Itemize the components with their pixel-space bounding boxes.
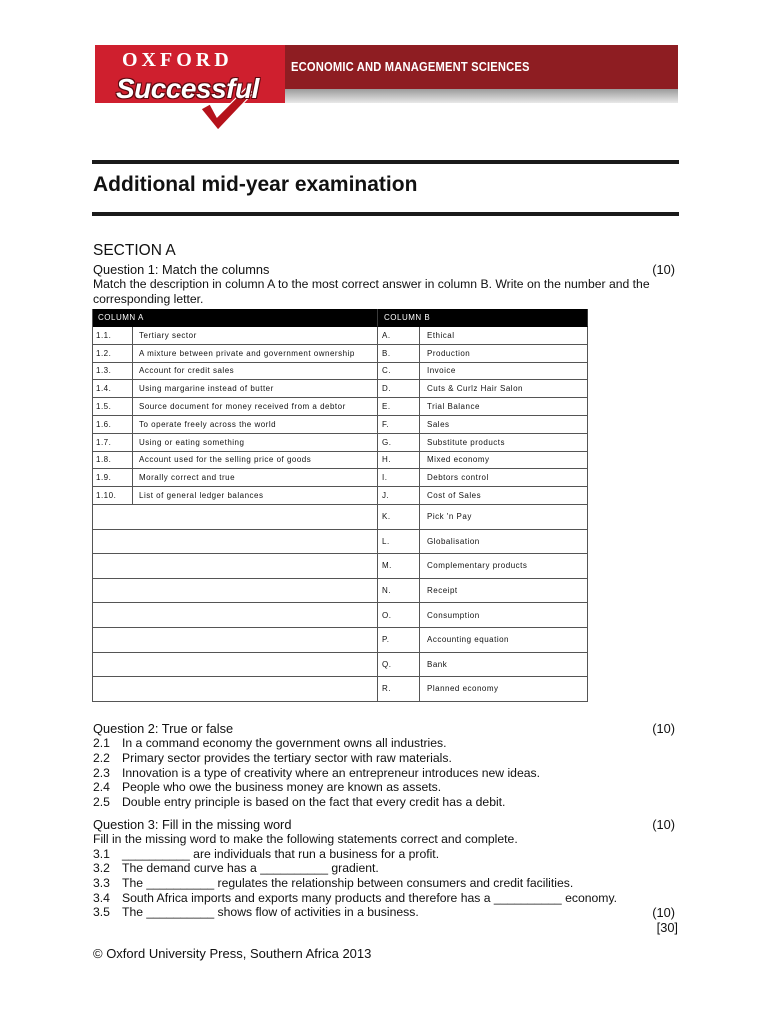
column-a-header: COLUMN A (93, 309, 378, 327)
column-b-answer: Consumption (420, 603, 588, 628)
column-b-letter: R. (378, 677, 420, 702)
item-text: Double entry principle is based on the fact that every credit has a debit. (122, 795, 506, 809)
page-title: Additional mid-year examination (93, 173, 418, 196)
question-2-item (93, 751, 452, 766)
column-a-description: Tertiary sector (133, 327, 378, 345)
top-rule (92, 160, 679, 164)
question-1-marks: (10) (652, 262, 675, 277)
column-b-answer: Sales (420, 416, 588, 434)
column-a-number: 1.7. (93, 434, 133, 452)
item-number: 2.1 (93, 736, 110, 750)
match-columns-table (92, 309, 588, 702)
column-b-answer: Complementary products (420, 554, 588, 579)
question-2-heading: Question 2: True or false (93, 721, 234, 736)
column-a-description: Morally correct and true (133, 469, 378, 487)
column-a-description: To operate freely across the world (133, 416, 378, 434)
empty-cell (93, 653, 378, 678)
column-b-header: COLUMN B (378, 309, 588, 327)
item-text: South Africa imports and exports many products and therefore has a __________ economy. (122, 891, 618, 905)
column-a-number: 1.10. (93, 487, 133, 505)
banner-shade (285, 89, 678, 103)
question-3-item (93, 905, 419, 920)
column-b-answer: Globalisation (420, 530, 588, 555)
item-number: 2.4 (93, 780, 110, 794)
item-number: 3.3 (93, 876, 110, 890)
column-a-description: List of general ledger balances (133, 487, 378, 505)
item-text: People who owe the business money are known as assets. (122, 780, 442, 794)
column-b-answer: Trial Balance (420, 398, 588, 416)
column-a-description: Source document for money received from a debtor (133, 398, 378, 416)
column-b-letter: B. (378, 345, 420, 363)
section-heading: SECTION A (93, 242, 176, 259)
column-b-letter: L. (378, 530, 420, 555)
empty-cell (93, 603, 378, 628)
subject-title: ECONOMIC AND MANAGEMENT SCIENCES (291, 59, 530, 74)
question-3-item (93, 891, 617, 906)
question-1-instruction: Match the description in column A to the most correct answer in column B. Write on the number and the (93, 277, 650, 291)
column-b-answer: Ethical (420, 327, 588, 345)
copyright-footer: © Oxford University Press, Southern Africa 2013 (93, 946, 372, 961)
column-a-description: Using margarine instead of butter (133, 380, 378, 398)
question-3-item (93, 847, 439, 862)
section-total: [30] (656, 920, 678, 935)
item-text: The __________ regulates the relationship between consumers and credit facilities. (122, 876, 574, 890)
column-a-number: 1.8. (93, 452, 133, 470)
column-b-letter: Q. (378, 653, 420, 678)
column-b-answer: Receipt (420, 579, 588, 604)
brand-logo-text: OXFORD (122, 49, 233, 71)
column-a-number: 1.6. (93, 416, 133, 434)
column-a-description: A mixture between private and government ownership (133, 345, 378, 363)
column-b-letter: K. (378, 505, 420, 530)
column-b-answer: Substitute products (420, 434, 588, 452)
empty-cell (93, 554, 378, 579)
column-a-description: Account used for the selling price of goods (133, 452, 378, 470)
column-b-letter: P. (378, 628, 420, 653)
column-a-number: 1.5. (93, 398, 133, 416)
empty-cell (93, 628, 378, 653)
column-b-answer: Planned economy (420, 677, 588, 702)
column-a-number: 1.9. (93, 469, 133, 487)
question-1-heading: Question 1: Match the columns (93, 262, 270, 277)
item-text: Innovation is a type of creativity where an entrepreneur introduces new ideas. (122, 766, 540, 780)
question-3-item (93, 876, 573, 891)
item-text: In a command economy the government owns all industries. (122, 736, 447, 750)
item-text: The __________ shows flow of activities in a business. (122, 905, 419, 919)
item-number: 2.2 (93, 751, 110, 765)
column-b-letter: M. (378, 554, 420, 579)
item-number: 2.5 (93, 795, 110, 809)
item-number: 3.5 (93, 905, 110, 919)
column-b-letter: F. (378, 416, 420, 434)
column-b-answer: Accounting equation (420, 628, 588, 653)
column-b-answer: Cuts & Curlz Hair Salon (420, 380, 588, 398)
column-a-description: Using or eating something (133, 434, 378, 452)
item-text: Primary sector provides the tertiary sector with raw materials. (122, 751, 452, 765)
question-3-instruction: Fill in the missing word to make the following statements correct and complete. (93, 832, 518, 846)
question-2-item (93, 736, 447, 751)
column-b-letter: H. (378, 452, 420, 470)
column-b-letter: I. (378, 469, 420, 487)
bottom-rule (92, 212, 679, 216)
column-b-letter: E. (378, 398, 420, 416)
column-a-number: 1.4. (93, 380, 133, 398)
question-3-heading: Question 3: Fill in the missing word (93, 817, 292, 832)
column-b-letter: D. (378, 380, 420, 398)
empty-cell (93, 677, 378, 702)
empty-cell (93, 579, 378, 604)
column-a-number: 1.3. (93, 363, 133, 381)
item-number: 3.4 (93, 891, 110, 905)
question-3-subtotal: (10) (652, 905, 675, 920)
column-a-description: Account for credit sales (133, 363, 378, 381)
question-1-instruction: corresponding letter. (93, 292, 204, 306)
column-b-answer: Debtors control (420, 469, 588, 487)
series-logo-text: Successful (116, 73, 259, 104)
column-b-answer: Pick 'n Pay (420, 505, 588, 530)
column-b-letter: J. (378, 487, 420, 505)
question-3-marks: (10) (652, 817, 675, 832)
column-b-letter: C. (378, 363, 420, 381)
question-2-item (93, 795, 505, 810)
column-a-number: 1.2. (93, 345, 133, 363)
column-b-answer: Invoice (420, 363, 588, 381)
item-text: The demand curve has a __________ gradient. (122, 861, 379, 875)
item-number: 3.1 (93, 847, 110, 861)
column-b-answer: Mixed economy (420, 452, 588, 470)
column-b-answer: Cost of Sales (420, 487, 588, 505)
column-b-letter: G. (378, 434, 420, 452)
empty-cell (93, 505, 378, 530)
question-2-item (93, 766, 540, 781)
column-b-letter: A. (378, 327, 420, 345)
question-3-item (93, 861, 379, 876)
question-2-item (93, 780, 441, 795)
item-number: 2.3 (93, 766, 110, 780)
column-b-letter: N. (378, 579, 420, 604)
empty-cell (93, 530, 378, 555)
column-a-number: 1.1. (93, 327, 133, 345)
column-b-answer: Production (420, 345, 588, 363)
column-b-answer: Bank (420, 653, 588, 678)
item-text: __________ are individuals that run a business for a profit. (122, 847, 440, 861)
item-number: 3.2 (93, 861, 110, 875)
question-2-marks: (10) (652, 721, 675, 736)
column-b-letter: O. (378, 603, 420, 628)
